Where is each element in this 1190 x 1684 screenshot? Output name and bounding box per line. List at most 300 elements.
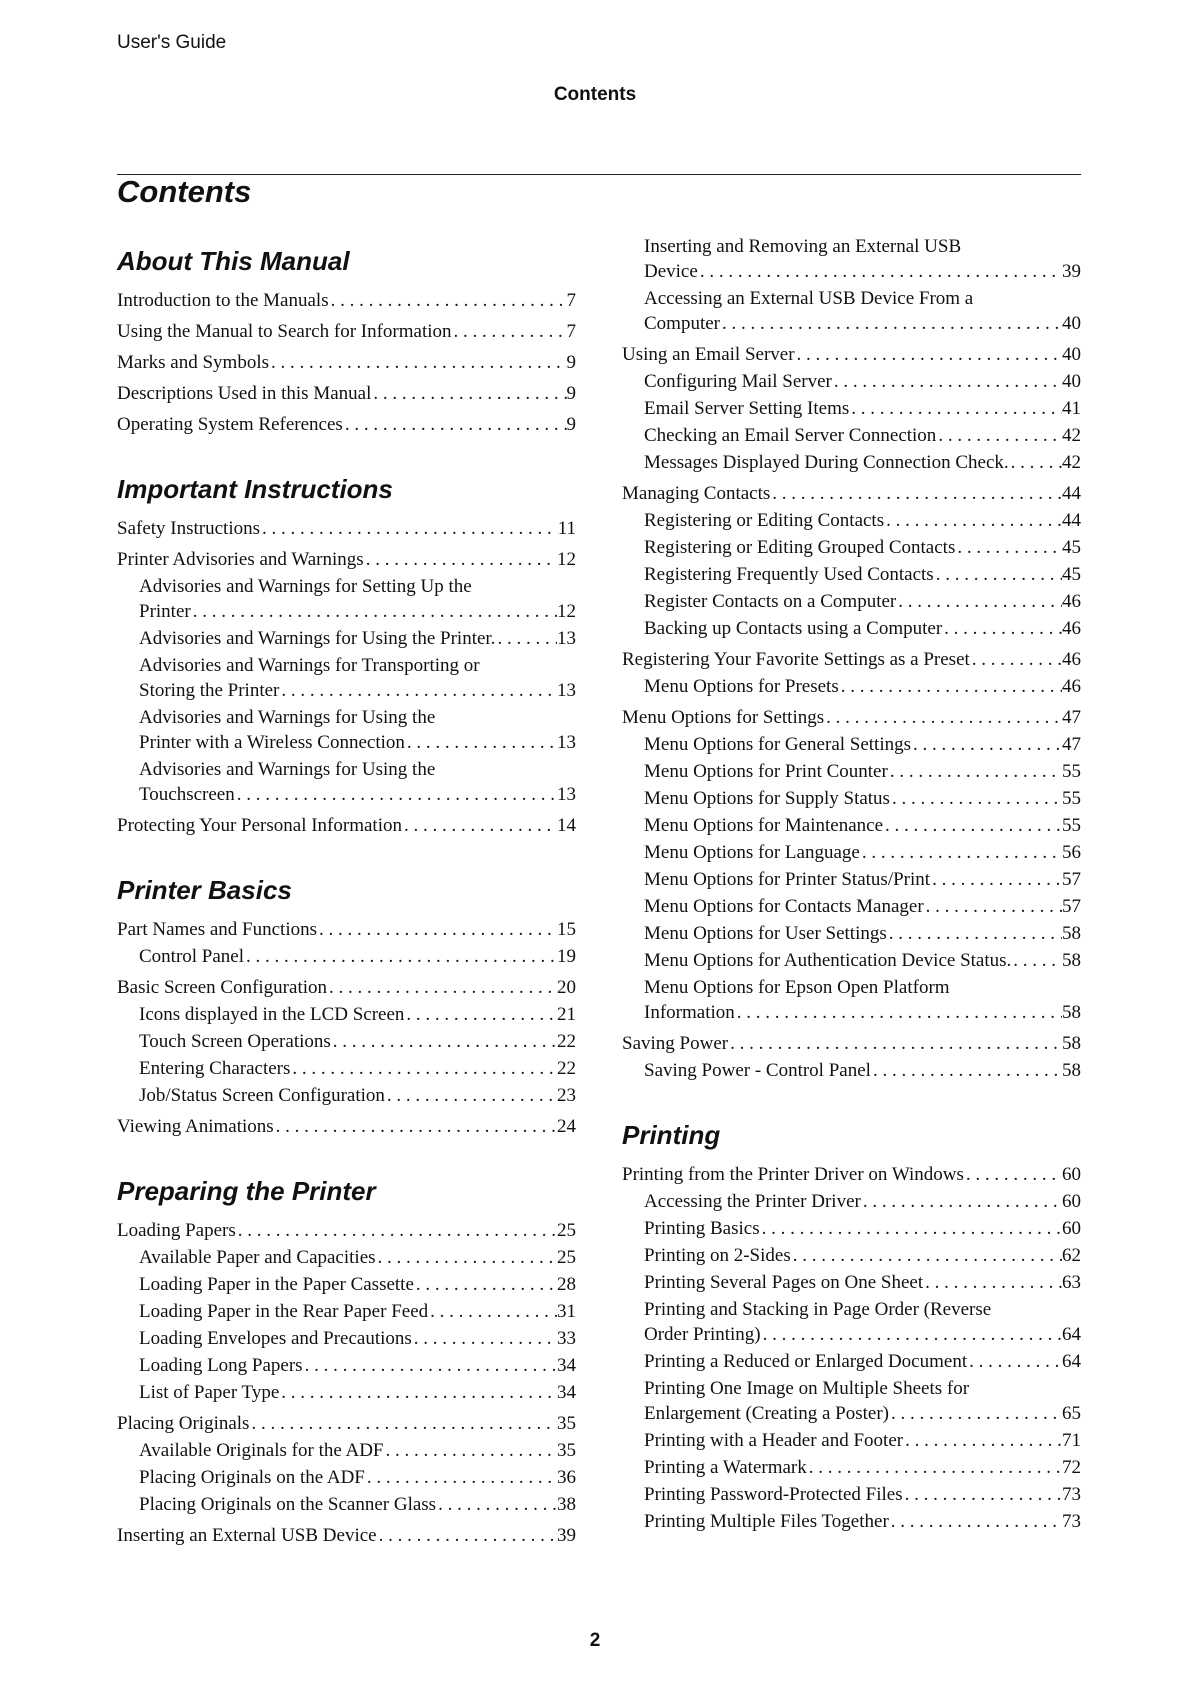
toc-subentry[interactable] — [139, 653, 576, 703]
dot-leader — [1011, 948, 1062, 973]
toc-entry-label: Protecting Your Personal Information — [117, 815, 402, 836]
dot-leader — [384, 1438, 558, 1463]
toc-subentry[interactable] — [644, 1455, 1081, 1480]
section-heading: Printer Basics — [117, 875, 292, 905]
dot-leader — [244, 944, 557, 969]
toc-section — [117, 240, 576, 437]
toc-page-number: 47 — [1062, 734, 1081, 755]
toc-entry-line — [117, 350, 576, 375]
toc-entry[interactable] — [622, 647, 1081, 672]
toc-subentry[interactable] — [644, 867, 1081, 892]
toc-subentry[interactable] — [139, 1029, 576, 1054]
toc-subentry[interactable] — [644, 616, 1081, 641]
toc-subentry[interactable] — [644, 1509, 1081, 1534]
toc-subentry[interactable] — [644, 589, 1081, 614]
toc-page-number: 12 — [557, 549, 576, 570]
dot-leader — [414, 1272, 557, 1297]
dot-leader — [364, 547, 557, 572]
toc-entry-line — [644, 1401, 1081, 1426]
toc-page-number: 60 — [1062, 1164, 1081, 1185]
toc-entry-label: Placing Originals — [117, 1413, 250, 1434]
toc-section — [117, 869, 576, 1139]
toc-entry-label: Information — [644, 1002, 735, 1023]
toc-entry-label-line1: Advisories and Warnings for Transporting or — [139, 655, 480, 676]
toc-entry[interactable] — [117, 350, 576, 375]
toc-entry-line — [644, 1509, 1081, 1534]
section-heading: Preparing the Printer — [117, 1176, 376, 1206]
toc-subentry[interactable] — [139, 1465, 576, 1490]
toc-entry[interactable] — [117, 547, 576, 572]
toc-subentry[interactable] — [644, 369, 1081, 394]
toc-entry-line — [644, 589, 1081, 614]
toc-entry-line — [139, 782, 576, 807]
toc-entry-line — [139, 678, 576, 703]
toc-entry-line — [117, 917, 576, 942]
toc-page-number: 72 — [1062, 1457, 1081, 1478]
toc-entry-label: Printing Multiple Files Together — [644, 1511, 889, 1532]
section-heading: Important Instructions — [117, 474, 393, 504]
toc-page-number: 13 — [557, 628, 576, 649]
toc-subentry[interactable] — [139, 1056, 576, 1081]
toc-entry-label: Messages Displayed During Connection Check. — [644, 452, 1009, 473]
toc-entry[interactable] — [622, 1162, 1081, 1187]
toc-entry-label: Registering or Editing Grouped Contacts — [644, 537, 956, 558]
toc-entry-line — [117, 813, 576, 838]
dot-leader — [404, 1002, 557, 1027]
toc-entry-line — [139, 730, 576, 755]
toc-subentry[interactable] — [139, 1438, 576, 1463]
dot-leader — [967, 1349, 1062, 1374]
toc-entry-label: Operating System References — [117, 414, 343, 435]
toc-entry-line — [139, 1002, 576, 1027]
toc-section — [622, 234, 1081, 1083]
toc-entry-label: Saving Power - Control Panel — [644, 1060, 871, 1081]
dot-leader — [936, 423, 1062, 448]
toc-page-number: 40 — [1062, 371, 1081, 392]
toc-entry-label: Printer Advisories and Warnings — [117, 549, 364, 570]
toc-subentry[interactable] — [644, 508, 1081, 533]
toc-page-number: 35 — [557, 1413, 576, 1434]
toc-page-number: 63 — [1062, 1272, 1081, 1293]
toc-entry-line — [117, 319, 576, 344]
toc-entry-label: Loading Long Papers — [139, 1355, 303, 1376]
toc-entry-line — [644, 1428, 1081, 1453]
toc-entry[interactable] — [622, 705, 1081, 730]
dot-leader — [923, 1270, 1062, 1295]
toc-entry-label: Printing Password-Protected Files — [644, 1484, 903, 1505]
toc-entry-label: Menu Options for Language — [644, 842, 860, 863]
dot-leader — [371, 381, 566, 406]
toc-entry-line — [644, 813, 1081, 838]
toc-subentry[interactable] — [139, 705, 576, 755]
toc-page-number: 42 — [1062, 452, 1081, 473]
dot-leader — [761, 1322, 1062, 1347]
dot-leader — [365, 1465, 557, 1490]
toc-entry-line — [622, 647, 1081, 672]
toc-subentry[interactable] — [644, 1189, 1081, 1214]
toc-subentry[interactable] — [139, 757, 576, 807]
toc-entry-line — [622, 342, 1081, 367]
dot-leader — [343, 412, 567, 437]
toc-page-number: 46 — [1062, 591, 1081, 612]
toc-subentry[interactable] — [644, 1482, 1081, 1507]
toc-page-number: 13 — [557, 784, 576, 805]
toc-entry-line — [117, 1411, 576, 1436]
dot-leader — [832, 369, 1062, 394]
toc-page-number: 35 — [557, 1440, 576, 1461]
toc-entry-label: Job/Status Screen Configuration — [139, 1085, 385, 1106]
toc-entry[interactable] — [622, 1031, 1081, 1056]
toc-subentry[interactable] — [139, 1272, 576, 1297]
toc-entry-line — [644, 1000, 1081, 1025]
toc-entry-line — [117, 975, 576, 1000]
toc-entry[interactable] — [117, 975, 576, 1000]
toc-subentry[interactable] — [644, 1216, 1081, 1241]
toc-subentry[interactable] — [644, 674, 1081, 699]
toc-entry-label: Menu Options for Print Counter — [644, 761, 888, 782]
title-rule — [117, 174, 1081, 175]
toc-section — [622, 1114, 1081, 1534]
toc-subentry[interactable] — [139, 626, 576, 651]
toc-page-number: 55 — [1062, 788, 1081, 809]
toc-page-number: 60 — [1062, 1218, 1081, 1239]
toc-subentry[interactable] — [644, 894, 1081, 919]
toc-entry-label: Email Server Setting Items — [644, 398, 850, 419]
toc-subentry[interactable] — [644, 948, 1081, 973]
dot-leader — [191, 599, 557, 624]
toc-entry-line — [117, 1523, 576, 1548]
toc-page-number: 46 — [1062, 618, 1081, 639]
toc-entry-line — [644, 759, 1081, 784]
toc-page-number: 41 — [1062, 398, 1081, 419]
toc-subentry[interactable] — [139, 1380, 576, 1405]
toc-entry-line — [622, 1031, 1081, 1056]
toc-subentry[interactable] — [644, 1243, 1081, 1268]
toc-subentry[interactable] — [644, 1349, 1081, 1374]
toc-entry-label: Placing Originals on the ADF — [139, 1467, 365, 1488]
toc-subentry[interactable] — [139, 1326, 576, 1351]
toc-entry-label: Enlargement (Creating a Poster) — [644, 1403, 889, 1424]
dot-leader — [720, 311, 1062, 336]
toc-page-number: 19 — [557, 946, 576, 967]
toc-subentry[interactable] — [139, 944, 576, 969]
section-heading: Printing — [622, 1120, 721, 1150]
toc-entry-line — [644, 1349, 1081, 1374]
toc-page-number: 22 — [557, 1058, 576, 1079]
toc-subentry[interactable] — [644, 1297, 1081, 1347]
toc-page-number: 15 — [557, 919, 576, 940]
toc-entry-label-line1: Advisories and Warnings for Using the — [139, 759, 436, 780]
toc-subentry[interactable] — [644, 840, 1081, 865]
toc-subentry[interactable] — [644, 759, 1081, 784]
toc-entry[interactable] — [117, 917, 576, 942]
toc-entry-line — [644, 786, 1081, 811]
toc-entry[interactable] — [117, 412, 576, 437]
toc-entry-label: Basic Screen Configuration — [117, 977, 328, 998]
dot-leader — [402, 813, 557, 838]
dot-leader — [249, 1411, 557, 1436]
toc-page-number: 58 — [1062, 1002, 1081, 1023]
dot-leader — [849, 396, 1062, 421]
dot-leader — [883, 813, 1062, 838]
toc-page-number: 21 — [557, 1004, 576, 1025]
toc-page-number: 25 — [557, 1220, 576, 1241]
toc-subentry[interactable] — [644, 423, 1081, 448]
toc-entry-label: Marks and Symbols — [117, 352, 269, 373]
toc-subentry[interactable] — [139, 1083, 576, 1108]
toc-entry-line — [644, 1216, 1081, 1241]
dot-leader — [760, 1216, 1062, 1241]
toc-entry[interactable] — [117, 319, 576, 344]
dot-leader — [860, 840, 1062, 865]
toc-section — [117, 1170, 576, 1548]
toc-entry-line — [644, 311, 1081, 336]
toc-subentry[interactable] — [644, 732, 1081, 757]
toc-entry-label: Inserting an External USB Device — [117, 1525, 377, 1546]
toc-entry-line — [644, 508, 1081, 533]
toc-page-number: 9 — [566, 414, 576, 435]
toc-subentry[interactable] — [644, 450, 1081, 475]
dot-leader — [377, 1523, 557, 1548]
toc-entry-line — [644, 1189, 1081, 1214]
page-number: 2 — [589, 1630, 601, 1651]
toc-page-number: 57 — [1062, 896, 1081, 917]
dot-leader — [279, 678, 557, 703]
dot-leader — [412, 1326, 557, 1351]
toc-entry-label-line1: Advisories and Warnings for Using the — [139, 707, 436, 728]
toc-entry-line — [139, 1326, 576, 1351]
toc-entry[interactable] — [622, 342, 1081, 367]
toc-page-number: 55 — [1062, 761, 1081, 782]
toc-entry-line — [644, 616, 1081, 641]
toc-subentry[interactable] — [644, 234, 1081, 284]
dot-leader — [735, 1000, 1062, 1025]
toc-entry-label: Saving Power — [622, 1033, 729, 1054]
toc-entry-label-line1: Inserting and Removing an External USB — [644, 236, 962, 257]
dot-leader — [889, 1509, 1062, 1534]
toc-entry-label: Printing a Reduced or Enlarged Document — [644, 1351, 968, 1372]
toc-entry-line — [117, 381, 576, 406]
toc-page-number: 55 — [1062, 815, 1081, 836]
toc-entry-label: Menu Options for Authentication Device Status. — [644, 950, 1012, 971]
toc-entry-label-line1: Printing One Image on Multiple Sheets for — [644, 1378, 970, 1399]
toc-entry-line — [644, 1058, 1081, 1083]
toc-entry-line — [644, 894, 1081, 919]
dot-leader — [924, 894, 1062, 919]
toc-entry-line — [117, 412, 576, 437]
toc-entry-label: Menu Options for Settings — [622, 707, 825, 728]
toc-entry-line — [644, 1243, 1081, 1268]
toc-entry-label: Printing with a Header and Footer — [644, 1430, 904, 1451]
toc-page-number: 58 — [1062, 1060, 1081, 1081]
toc-entry-line — [644, 840, 1081, 865]
toc-subentry[interactable] — [644, 786, 1081, 811]
toc-page-number: 62 — [1062, 1245, 1081, 1266]
toc-subentry[interactable] — [644, 396, 1081, 421]
toc-entry-label: Menu Options for Maintenance — [644, 815, 884, 836]
toc-subentry[interactable] — [139, 1492, 576, 1517]
dot-leader — [331, 1029, 557, 1054]
toc-entry[interactable] — [622, 481, 1081, 506]
toc-page-number: 9 — [566, 383, 576, 404]
dot-leader — [495, 626, 557, 651]
toc-entry-line — [644, 1482, 1081, 1507]
toc-entry-label-line1: Printing and Stacking in Page Order (Reverse — [644, 1299, 992, 1320]
toc-page-number: 14 — [557, 815, 576, 836]
dot-leader — [303, 1353, 557, 1378]
toc-entry-label: Introduction to the Manuals — [117, 290, 329, 311]
toc-entry-line — [644, 396, 1081, 421]
toc-entry-label: Loading Envelopes and Precautions — [139, 1328, 412, 1349]
toc-entry-line — [117, 288, 576, 313]
toc-entry-line — [644, 1455, 1081, 1480]
dot-leader — [903, 1482, 1062, 1507]
toc-entry-label: Printer — [139, 601, 191, 622]
toc-entry[interactable] — [117, 288, 576, 313]
toc-entry-label: Printing on 2-Sides — [644, 1245, 791, 1266]
dot-leader — [698, 259, 1062, 284]
toc-entry-label: Printing from the Printer Driver on Windows — [622, 1164, 964, 1185]
dot-leader — [861, 1189, 1062, 1214]
toc-entry-label-line1: Accessing an External USB Device From a — [644, 288, 974, 309]
toc-entry-label: Menu Options for Contacts Manager — [644, 896, 924, 917]
toc-subentry[interactable] — [644, 813, 1081, 838]
toc-page-number: 40 — [1062, 344, 1081, 365]
toc-entry-label: Computer — [644, 313, 720, 334]
toc-subentry[interactable] — [644, 1270, 1081, 1295]
toc-entry-line — [644, 1322, 1081, 1347]
toc-page-number: 12 — [557, 601, 576, 622]
toc-subentry[interactable] — [139, 1245, 576, 1270]
toc-subentry[interactable] — [139, 574, 576, 624]
dot-leader — [890, 786, 1062, 811]
running-header-section: Contents — [553, 84, 637, 105]
toc-subentry[interactable] — [644, 1058, 1081, 1083]
toc-entry-label: Accessing the Printer Driver — [644, 1191, 861, 1212]
dot-leader — [791, 1243, 1062, 1268]
toc-subentry[interactable] — [644, 1376, 1081, 1426]
toc-page-number: 42 — [1062, 425, 1081, 446]
toc-entry-line — [139, 1029, 576, 1054]
toc-entry-label: Printer with a Wireless Connection — [139, 732, 405, 753]
toc-entry-label: Printing Basics — [644, 1218, 760, 1239]
toc-page-number: 46 — [1062, 649, 1081, 670]
toc-entry-line — [644, 948, 1081, 973]
toc-entry-line — [644, 450, 1081, 475]
toc-entry-label-line1: Menu Options for Epson Open Platform — [644, 977, 950, 998]
toc-entry-line — [139, 1492, 576, 1517]
dot-leader — [260, 516, 558, 541]
toc-section — [117, 468, 576, 838]
toc-entry-label: Menu Options for Presets — [644, 676, 839, 697]
toc-entry-label: Placing Originals on the Scanner Glass — [139, 1494, 437, 1515]
dot-leader — [896, 589, 1062, 614]
dot-leader — [436, 1492, 557, 1517]
toc-entry-label: Registering or Editing Contacts — [644, 510, 885, 531]
toc-entry-label: Printing a Watermark — [644, 1457, 807, 1478]
toc-entry-label: Registering Frequently Used Contacts — [644, 564, 934, 585]
toc-entry-label: Menu Options for Supply Status — [644, 788, 890, 809]
toc-subentry[interactable] — [644, 921, 1081, 946]
toc-entry-line — [139, 1353, 576, 1378]
toc-entry[interactable] — [117, 1114, 576, 1139]
toc-page-number: 11 — [557, 518, 576, 539]
toc-subentry[interactable] — [139, 1002, 576, 1027]
toc-entry-label: Control Panel — [139, 946, 245, 967]
toc-subentry[interactable] — [644, 562, 1081, 587]
toc-entry-label: Storing the Printer — [139, 680, 280, 701]
toc-entry[interactable] — [117, 516, 576, 541]
toc-subentry[interactable] — [644, 286, 1081, 336]
dot-leader — [376, 1245, 557, 1270]
toc-subentry[interactable] — [139, 1299, 576, 1324]
toc-entry-label: Loading Papers — [117, 1220, 236, 1241]
dot-leader — [889, 1401, 1062, 1426]
toc-subentry[interactable] — [139, 1353, 576, 1378]
toc-entry[interactable] — [117, 813, 576, 838]
toc-entry-line — [644, 562, 1081, 587]
dot-leader — [428, 1299, 557, 1324]
toc-page-number: 44 — [1062, 510, 1081, 531]
toc-page-number: 40 — [1062, 313, 1081, 334]
toc-entry-label: Register Contacts on a Computer — [644, 591, 897, 612]
toc-entry-line — [117, 516, 576, 541]
toc-page-number: 34 — [557, 1355, 576, 1376]
toc-page-number: 34 — [557, 1382, 576, 1403]
dot-leader — [970, 647, 1062, 672]
dot-leader — [839, 674, 1062, 699]
toc-page-number: 33 — [557, 1328, 576, 1349]
toc-entry[interactable] — [117, 1411, 576, 1436]
toc-page-number: 13 — [557, 680, 576, 701]
toc-subentry[interactable] — [644, 975, 1081, 1025]
toc-entry-label: Entering Characters — [139, 1058, 291, 1079]
dot-leader — [728, 1031, 1062, 1056]
dot-leader — [934, 562, 1062, 587]
toc-entry-label: Registering Your Favorite Settings as a Preset — [622, 649, 970, 670]
dot-leader — [274, 1114, 557, 1139]
toc-entry-label: Advisories and Warnings for Using the Printer. — [139, 628, 496, 649]
toc-entry-label: Touchscreen — [139, 784, 235, 805]
toc-entry-line — [644, 369, 1081, 394]
toc-entry[interactable] — [117, 1523, 576, 1548]
toc-page-number: 24 — [557, 1116, 576, 1137]
section-heading: About This Manual — [117, 246, 350, 276]
dot-leader — [385, 1083, 557, 1108]
dot-leader — [770, 481, 1062, 506]
toc-entry-label-line1: Advisories and Warnings for Setting Up the — [139, 576, 472, 597]
toc-entry-line — [644, 921, 1081, 946]
toc-entry[interactable] — [117, 1218, 576, 1243]
dot-leader — [317, 917, 557, 942]
toc-page-number: 7 — [566, 321, 576, 342]
toc-entry-line — [139, 944, 576, 969]
toc-subentry[interactable] — [644, 535, 1081, 560]
page-title: Contents — [117, 174, 252, 209]
toc-entry-line — [139, 1083, 576, 1108]
toc-entry-line — [139, 1245, 576, 1270]
toc-page-number: 73 — [1062, 1484, 1081, 1505]
toc-entry[interactable] — [117, 381, 576, 406]
toc-page-number: 25 — [557, 1247, 576, 1268]
toc-subentry[interactable] — [644, 1428, 1081, 1453]
toc-entry-line — [117, 1114, 576, 1139]
toc-entry-label: Descriptions Used in this Manual — [117, 383, 372, 404]
toc-entry-line — [622, 705, 1081, 730]
toc-page-number: 31 — [557, 1301, 576, 1322]
toc-entry-line — [139, 1438, 576, 1463]
dot-leader — [807, 1455, 1062, 1480]
